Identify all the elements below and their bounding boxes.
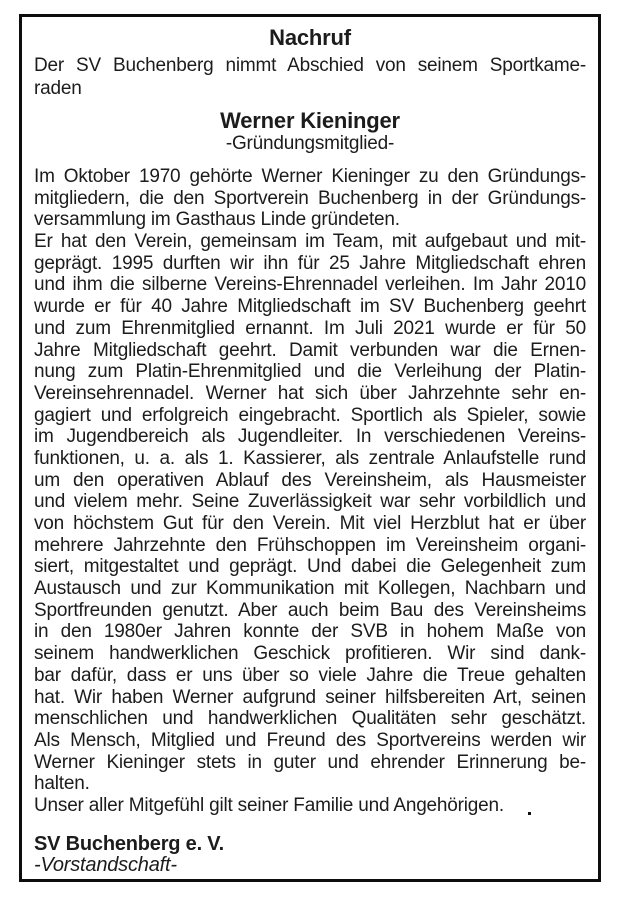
text-line: siert, mitgestaltet und geprägt. Und dabei die Gelegenheit zum <box>34 556 586 578</box>
text-line: halten. <box>34 773 90 795</box>
intro-paragraph <box>34 54 586 100</box>
paragraph <box>34 795 586 817</box>
signature-club: SV Buchenberg e. V. <box>34 832 224 855</box>
text-line: geprägt. 1995 durften wir ihn für 25 Jahre Mitgliedschaft ehren <box>34 252 586 274</box>
paragraph <box>34 54 586 100</box>
text-line: Er hat den Verein, gemeinsam im Team, mit aufgebaut und mit- <box>34 231 586 253</box>
deceased-role: -Gründungsmitglied- <box>225 133 395 154</box>
text-line: seinem handwerklichen Geschick profitieren. Wir sind dank- <box>34 643 586 665</box>
text-line: nung zum Platin-Ehrenmitglied und die Verleihung der Platin- <box>34 361 586 383</box>
text-line: Jahre Mitgliedschaft geehrt. Damit verbunden war die Ernen- <box>34 339 586 361</box>
obituary-notice <box>19 14 601 882</box>
text-line: funktionen, u. a. als 1. Kassierer, als zentrale Anlaufstelle rund <box>34 447 586 469</box>
text-line: in den 1980er Jahren konnte der SVB in hohem Maße von <box>34 621 586 643</box>
text-line: Unser aller Mitgefühl gilt seiner Familie und Angehörigen. <box>34 794 504 816</box>
text-line: Der SV Buchenberg nimmt Abschied von seinem Sportkame- <box>34 55 586 76</box>
text-line: wurde er für 40 Jahre Mitgliedschaft im SV Buchenberg geehrt <box>34 296 586 318</box>
text-line: von höchstem Gut für den Verein. Mit viel Herzblut hat er über <box>34 513 586 534</box>
text-line: Austausch und zur Kommunikation mit Kollegen, Nachbarn und <box>34 578 586 600</box>
text-line: hat. Wir haben Werner aufgrund seiner hilfsbereiten Art, seinen <box>34 686 586 708</box>
text-line: Vereinsehrennadel. Werner hat sich über Jahrzehnte sehr en- <box>34 382 586 404</box>
text-line: bar dafür, dass er uns über so viele Jahre die Treue gehalten <box>34 664 586 686</box>
text-line: und zum Ehrenmitglied ernannt. Im Juli 2021 wurde er für 50 <box>34 317 586 339</box>
notice-title: Nachruf <box>269 25 351 50</box>
paragraph <box>34 231 586 795</box>
obituary-body <box>34 166 586 817</box>
text-line: versammlung im Gasthaus Linde gründeten. <box>34 209 400 231</box>
text-line: gagiert und erfolgreich eingebracht. Sportlich als Spieler, sowie <box>34 404 586 426</box>
text-line: Sportfreunden genutzt. Aber auch beim Bau des Vereinsheims <box>34 599 586 621</box>
text-line: mehrere Jahrzehnte den Frühschoppen im Vereinsheim organi- <box>34 534 586 556</box>
text-line: mitgliedern, die den Sportverein Buchenberg in der Gründungs- <box>34 187 586 209</box>
text-line: Werner Kieninger stets in guter und ehrender Erinnerung be- <box>34 751 586 773</box>
deceased-name: Werner Kieninger <box>220 108 400 133</box>
paragraph <box>34 166 586 231</box>
text-line: und vielem mehr. Seine Zuverlässigkeit war sehr vorbildlich und <box>34 491 586 513</box>
text-line: Im Oktober 1970 gehörte Werner Kieninger zu den Gründungs- <box>34 166 586 187</box>
scan-speck <box>528 812 531 815</box>
text-line: im Jugendbereich als Jugendleiter. In verschiedenen Vereins- <box>34 426 586 448</box>
text-line: um den operativen Ablauf des Vereinsheim, als Hausmeister <box>34 469 586 491</box>
text-line: Als Mensch, Mitglied und Freund des Sportvereins werden wir <box>34 729 586 751</box>
text-line: menschlichen und handwerklichen Qualitäten sehr geschätzt. <box>34 708 586 730</box>
text-line: raden <box>34 78 82 99</box>
text-line: und ihm die silberne Vereins-Ehrennadel verleihen. Im Jahr 2010 <box>34 274 586 296</box>
signature-role: -Vorstandschaft- <box>34 854 177 877</box>
